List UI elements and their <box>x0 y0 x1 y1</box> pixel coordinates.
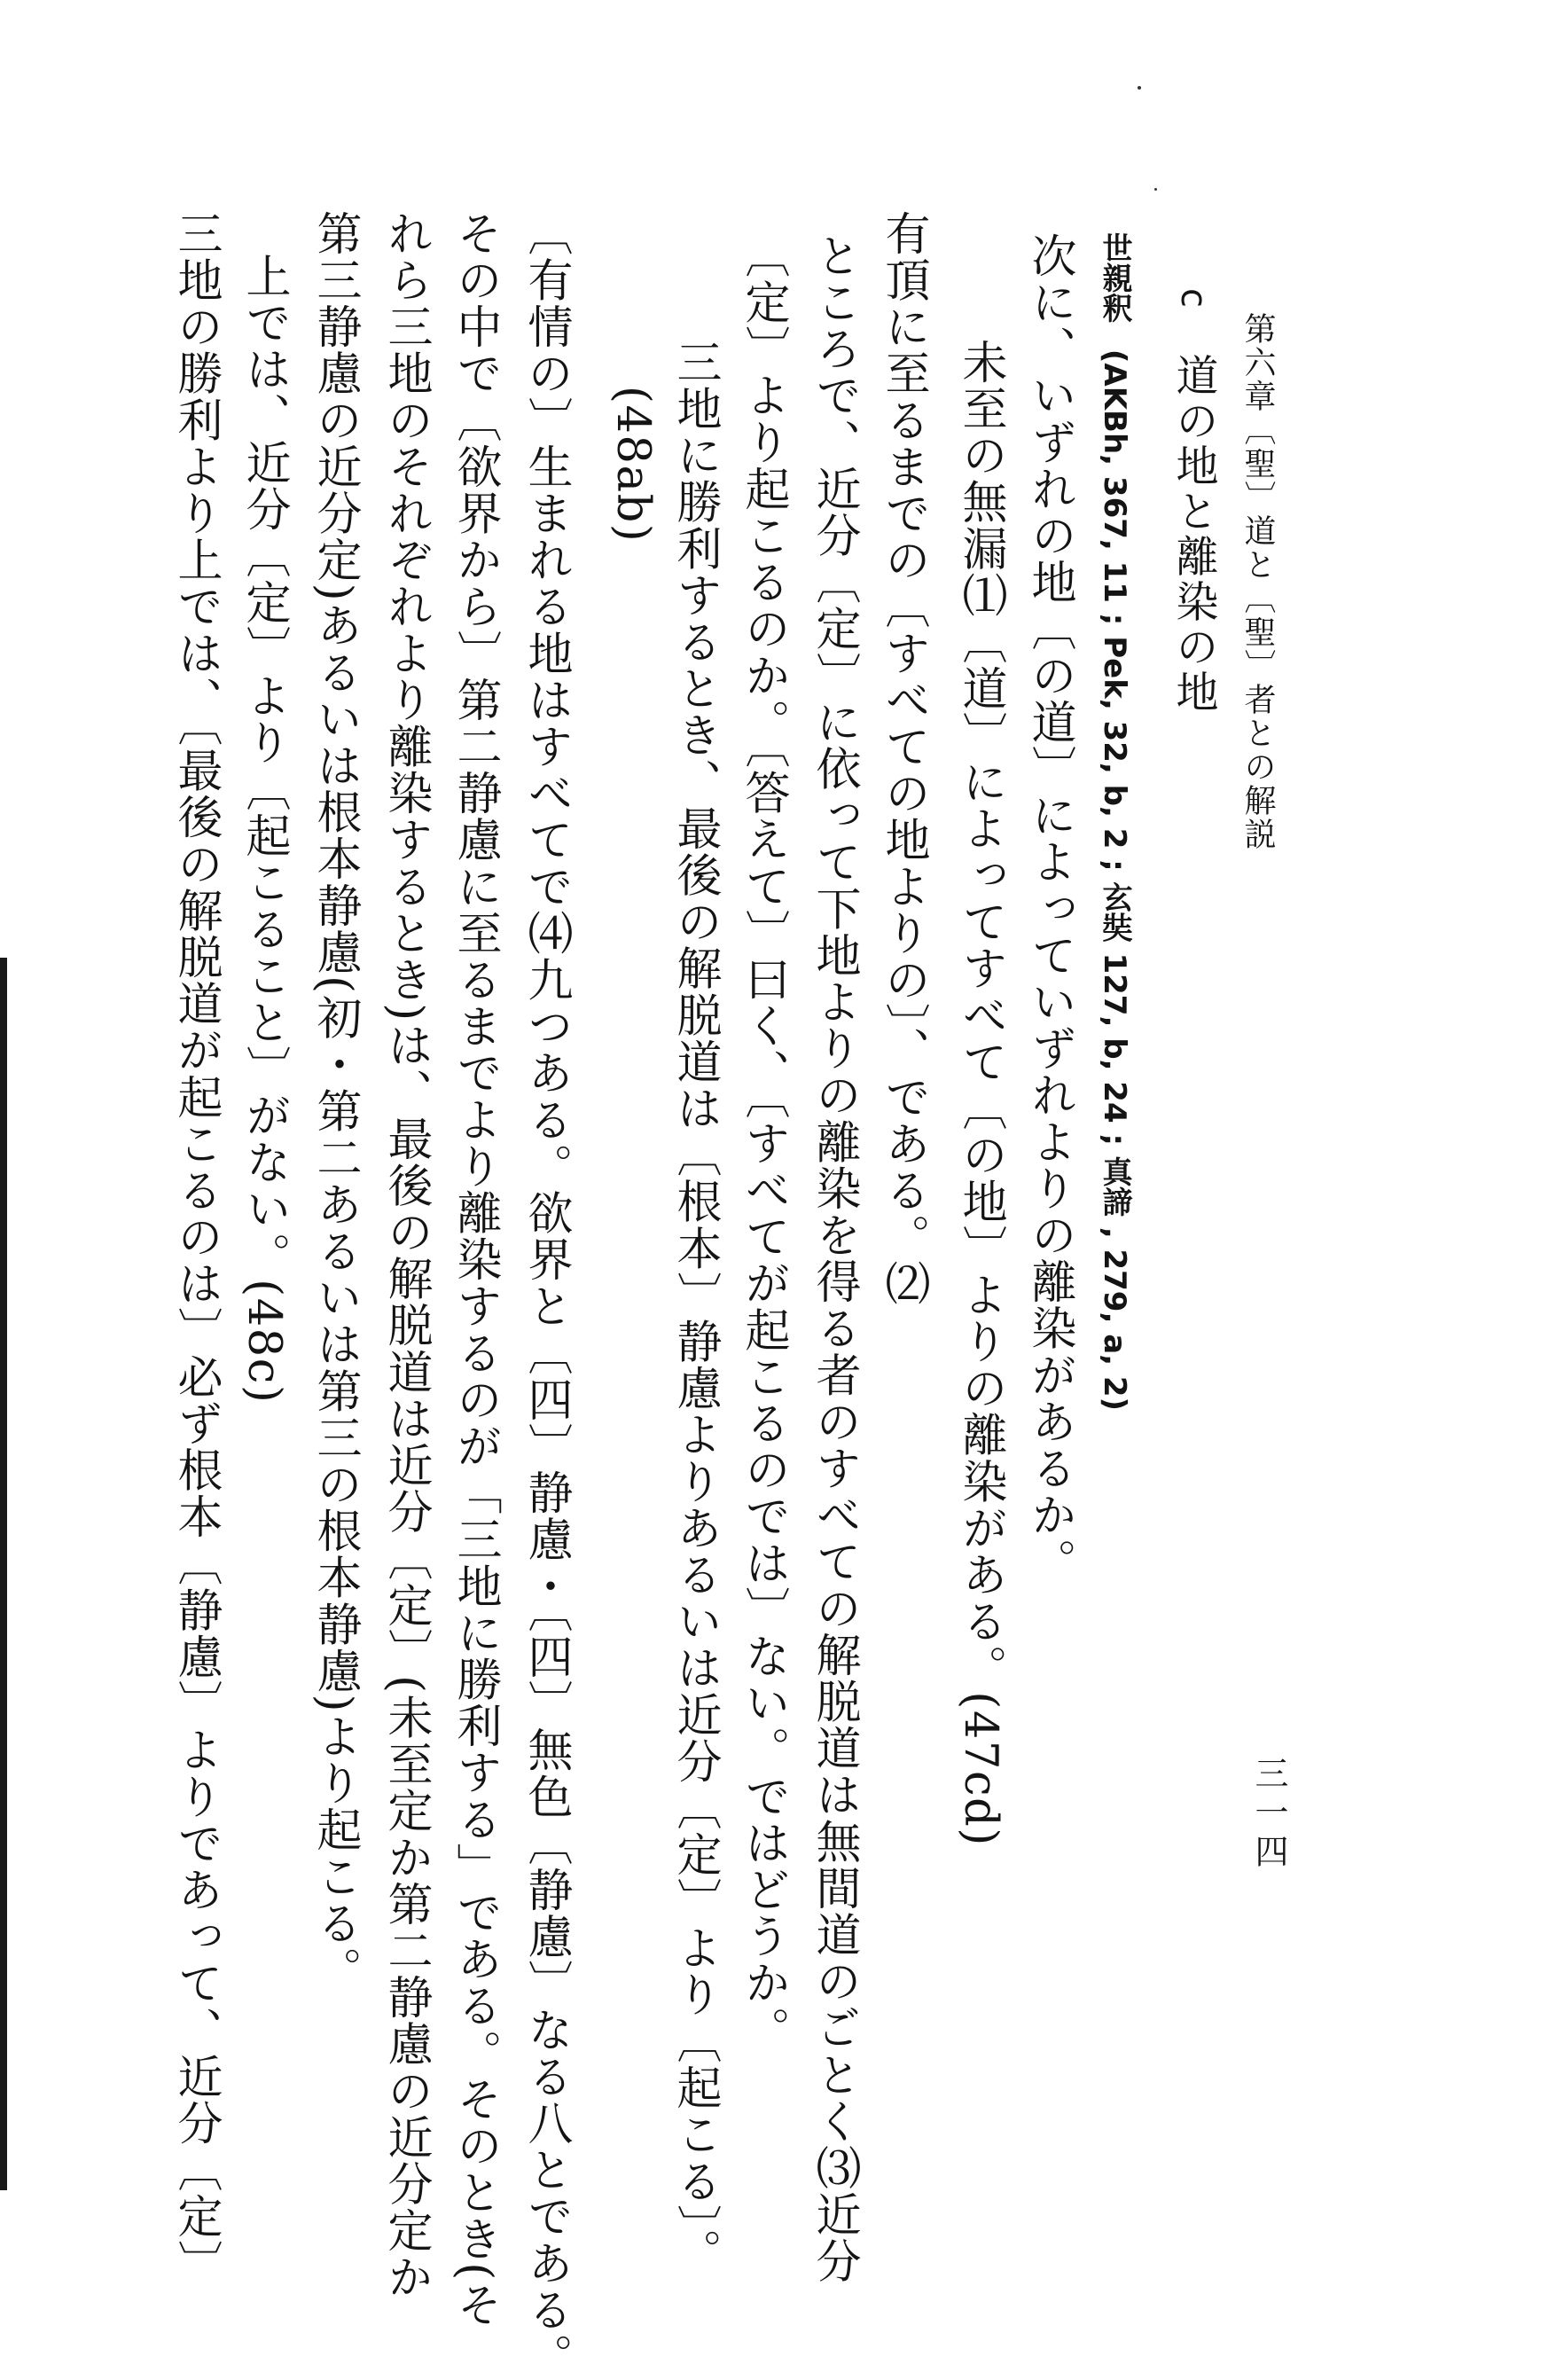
body-line: その中で〔欲界から〕第二静慮に至るまでより離染するのが「三地に勝利する」である。そのとき(そ <box>449 210 501 2329</box>
section-heading <box>1169 288 1218 716</box>
body-line: 有頂に至るまでの〔すべての地よりの〕、である。⑵ <box>877 210 929 1307</box>
running-head: 第六章〔聖〕道と〔聖〕者との解説 <box>1239 312 1276 851</box>
verse-line: 未至の無漏⑴〔道〕によってすべて〔の地〕よりの離染がある。(47cd) <box>954 339 1006 1847</box>
body-line: ところで、近分〔定〕に依って下地よりの離染を得る者のすべての解脱道は無間道のごとく⑶近分 <box>808 232 860 2285</box>
verse-line: 上では、近分〔定〕より〔起こること〕がない。(48c) <box>238 253 290 1405</box>
scan-speck <box>1154 188 1157 191</box>
body-line: 第三静慮の近分定)あるいは根本静慮(初・第二あるいは第三の根本静慮)より起こる。 <box>309 210 361 1993</box>
body-line: 〔定〕より起こるのか。〔答えて〕曰く、〔すべてが起こるのでは〕ない。ではどうか。 <box>737 232 789 2053</box>
reference-line <box>1099 232 1130 1411</box>
scan-page-edge <box>0 958 7 2190</box>
body-line: れら三地のそれぞれより離染するとき)は、最後の解脱道は近分〔定〕(未至定か第二静慮の近分定か <box>379 210 432 2301</box>
reference-label: 世親釈 <box>1097 232 1132 323</box>
scan-speck <box>1138 86 1141 90</box>
verse-line: 三地に勝利するとき、最後の解脱道は〔根本〕静慮よりあるいは近分〔定〕より〔起こる〕。 <box>669 339 721 2275</box>
body-line: 〔有情の〕生まれる地はすべてで⑷九つある。欲界と〔四〕静慮・〔四〕無色〔静慮〕なる八とである。 <box>520 210 572 2380</box>
page-number: 三一四 <box>1249 1756 1288 1873</box>
verse-number: (48ab) <box>606 386 659 544</box>
body-line: 次に、いずれの地〔の道〕によっていずれよりの離染があるか。 <box>1023 232 1075 1585</box>
section-letter: c <box>1173 288 1214 310</box>
reference-citation: (AKBh, 367, 11 ; Pek, 32, b, 2 ; 玄奘 127, b, 24 ; 真諦 , 279, a, 2) <box>1097 348 1132 1412</box>
section-title: 道の地と離染の地 <box>1169 353 1218 716</box>
body-line: 三地の勝利より上では、〔最後の解脱道が起こるのは〕必ず根本〔静慮〕よりであって、近分〔定〕 <box>169 210 222 2287</box>
